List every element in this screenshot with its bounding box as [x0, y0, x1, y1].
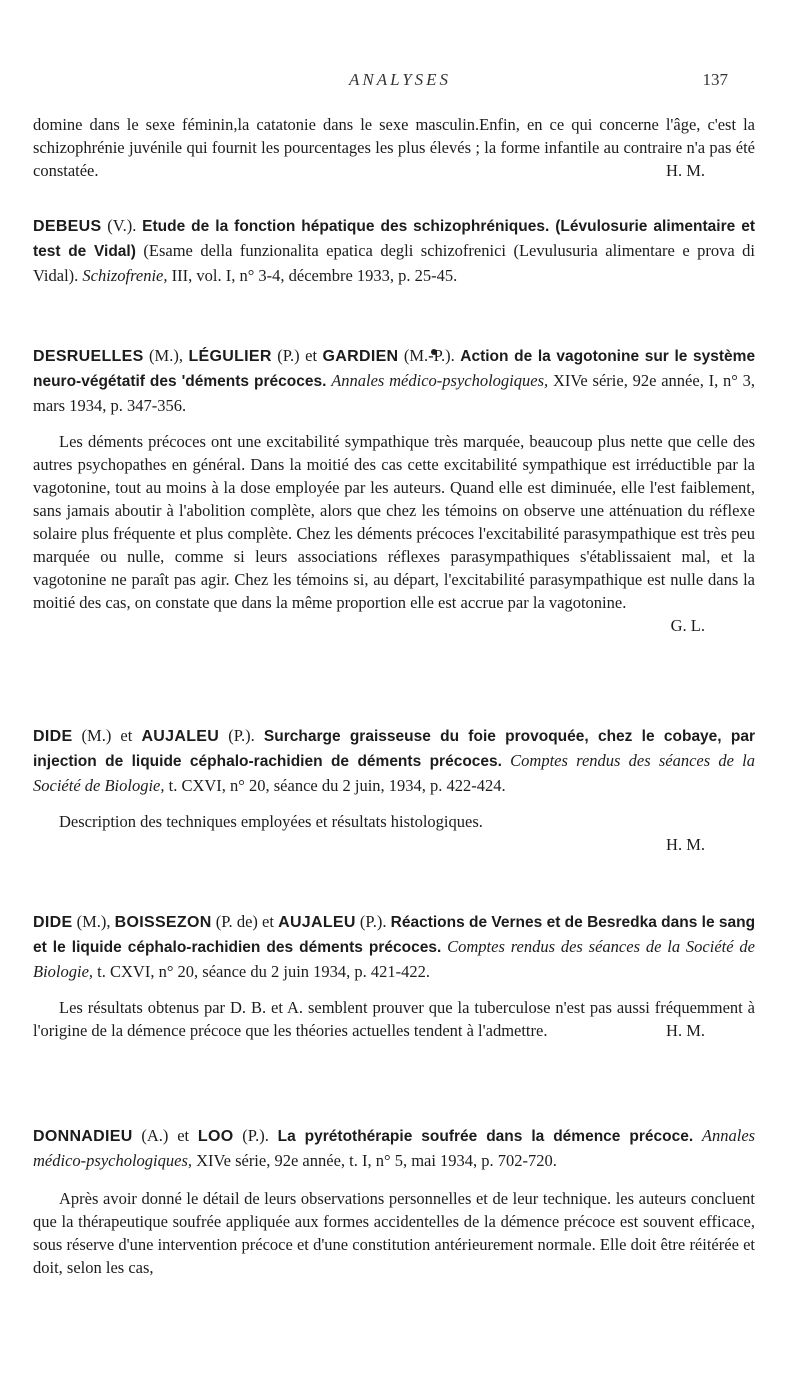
entry-journal: Annales médico-psychologiques, — [331, 371, 549, 390]
entry-author-initials: (A.) — [141, 1126, 169, 1145]
entry-initials: H. M. — [666, 835, 705, 854]
entry-donnadieu-loo — [33, 1124, 755, 1279]
running-head — [0, 70, 800, 94]
entry-body: Après avoir donné le détail de leurs observations personnelles et de leur technique. les auteurs concluent que la thérapeutique soufrée appliquée aux formes accidentelles de la démence précoce est souvent efficace, sous réserve d'une intervention précoce et d'une constitution antérieurement normale. Elle doit être réitérée et doit, selon les cas, — [33, 1189, 755, 1277]
entry-journal: Comptes rendus des séances de la Société de Biologie, — [33, 937, 755, 981]
entry-author: DIDE — [33, 728, 73, 745]
entry-citation: XIVe série, 92e année, I, n° 3, mars 1934, p. 347-356. — [33, 371, 756, 415]
entry-author-initials: (P.). — [359, 912, 387, 931]
intro-text: domine dans le sexe féminin,la catatonie dans le sexe masculin.Enfin, en ce qui concerne l'âge, c'est la schizophrénie juvénile qui fournit les pourcentages les plus élevés ; la forme infantile au contraire n'a pas été constatée. — [33, 115, 755, 180]
entry-body: Les résultats obtenus par D. B. et A. semblent prouver que la tuberculose n'est pas aussi fréquemment à l'origine de la démence précoce que les théories actuelles tendent à l'admettre. — [33, 998, 755, 1040]
entry-citation: XIVe série, 92e année, t. I, n° 5, mai 1934, p. 702-720. — [196, 1151, 557, 1170]
entry-title: La pyrétothérapie soufrée dans la démence précoce. — [277, 1128, 694, 1145]
entry-author: LOO — [197, 1128, 234, 1145]
entry-author-initials: (M.), — [149, 346, 183, 365]
entry-title: Surcharge graisseuse du foie provoquée, chez le cobaye, par injection de liquide céphalo-rachidien de déments précoces. — [33, 728, 755, 770]
entry-body: Description des techniques employées et résultats histologiques. — [59, 812, 483, 831]
entry-body: Les déments précoces ont une excitabilité sympathique très marquée, beaucoup plus nette que celle des autres psychopathes en général. Dans la moitié des cas cette excitabilité sympathique est irréductible par la vagotonine, tout au moins à la dose employée par les auteurs. Quand elle est diminuée, elle l'est faiblement, sans jamais aboutir à l'abolition complète, alors que chez les témoins on observe une atténuation du réflexe solaire plus fréquente et plus complète. Chez les déments précoces l'excitabilité parasympathique est très peu marquée ou nulle, comme si leurs associations réflexes parasympathiques s'établissaient mal, et la vagotonine ne paraît pas agir. Chez les témoins si, au départ, l'excitabilité parasympathique est nulle dans la moitié des cas, on constate que dans la même proportion elle est accrue par la vagotonine. — [33, 432, 755, 612]
running-title: ANALYSES — [348, 70, 452, 89]
entry-heading — [33, 214, 755, 288]
entry-title: Réactions de Vernes et de Besredka dans le sang et le liquide céphalo-rachidien des déments précoces. — [33, 914, 756, 956]
page-number: 137 — [702, 70, 728, 89]
entry-desruelles — [33, 344, 755, 637]
entry-conjunction: et — [262, 912, 274, 931]
entry-initials: H. M. — [666, 1021, 705, 1040]
entry-author-initials: (P.). — [242, 1126, 269, 1145]
entry-author-initials: (P.) — [277, 346, 300, 365]
entry-initials: G. L. — [670, 616, 705, 635]
entry-author: DONNADIEU — [33, 1128, 133, 1145]
entry-author: BOISSEZON — [114, 914, 212, 931]
entry-author: LÉGULIER — [188, 348, 272, 365]
entry-author-initials: (M.), — [76, 912, 111, 931]
entry-debeus — [33, 214, 755, 288]
entry-author-initials: (M.) — [81, 726, 112, 745]
entry-author: DEBEUS — [33, 218, 102, 235]
entry-journal: Comptes rendus des séances de la Société de Biologie, — [33, 751, 755, 795]
entry-author: DESRUELLES — [33, 348, 144, 365]
entry-author: AUJALEU — [141, 728, 220, 745]
entry-author-initials: (P. de) — [215, 912, 258, 931]
entry-author-initials: (V.). — [107, 216, 137, 235]
entry-conjunction: et — [120, 726, 133, 745]
entry-citation: III, vol. I, n° 3-4, décembre 1933, p. 25-45. — [171, 266, 458, 285]
entry-dide-boissezon — [33, 910, 755, 1042]
entry-author-initials: (M.-P.). — [403, 346, 455, 365]
entry-heading — [33, 344, 755, 418]
entry-author: GARDIEN — [322, 348, 399, 365]
entry-citation: t. CXVI, n° 20, séance du 2 juin, 1934, p. 422-424. — [168, 776, 506, 795]
entry-conjunction: et — [177, 1126, 190, 1145]
entry-title: Etude de la fonction hépatique des schizophréniques. (Lévulosurie alimentaire et test de Vidal) — [33, 218, 756, 260]
entry-citation: t. CXVI, n° 20, séance du 2 juin 1934, p. 421-422. — [97, 962, 431, 981]
entry-dide-aujaleu — [33, 724, 755, 856]
entry-heading — [33, 724, 755, 798]
intro-initials: H. M. — [666, 161, 705, 180]
entry-conjunction: et — [305, 346, 318, 365]
entry-heading — [33, 1124, 755, 1173]
entry-author-initials: (P.). — [228, 726, 255, 745]
entry-title: Action de la vagotonine sur le système neuro-végétatif des 'déments précoces. — [33, 348, 756, 390]
entry-heading — [33, 910, 755, 984]
entry-original-title: (Esame della funzionalita epatica degli schizofrenici (Levulusuria alimentare e prova di Vidal). — [33, 241, 756, 285]
intro-paragraph — [33, 113, 755, 182]
entry-author: AUJALEU — [278, 914, 356, 931]
entry-journal: Annales médico-psychologiques, — [33, 1126, 756, 1170]
entry-journal: Schizofrenie, — [82, 266, 168, 285]
entry-author: DIDE — [33, 914, 73, 931]
